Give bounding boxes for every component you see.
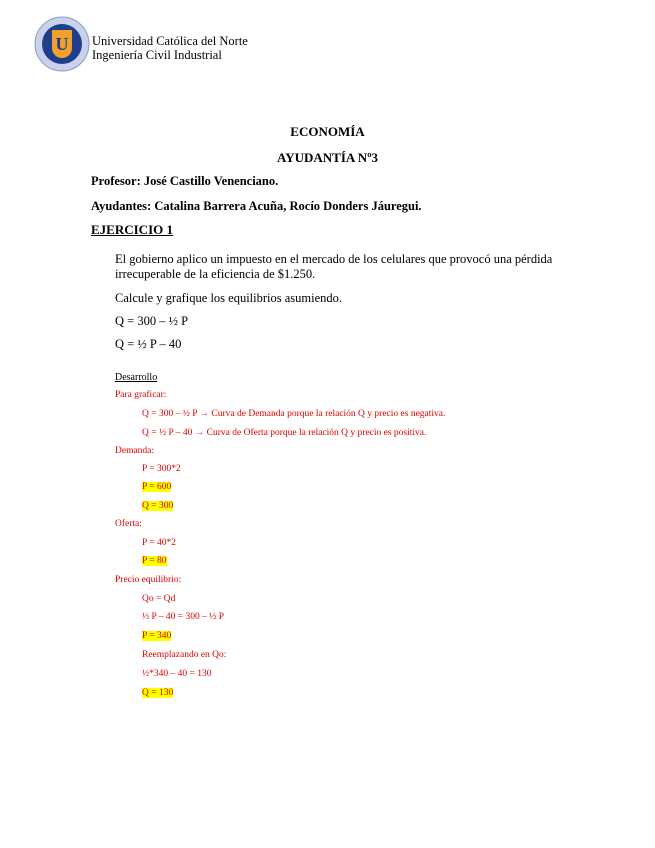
assistants-line: Ayudantes: Catalina Barrera Acuña, Rocío Donders Jáuregui. <box>91 199 422 213</box>
equation-demand: Q = 300 – ½ P <box>115 314 189 328</box>
solution-heading: Desarrollo <box>115 372 158 383</box>
page-title: ECONOMÍA <box>290 124 365 139</box>
demand-calc: P = 300*2 <box>142 464 181 474</box>
replace-label: Reemplazando en Qo: <box>142 650 227 660</box>
exercise-heading: EJERCICIO 1 <box>91 222 173 237</box>
graph-line-1: Q = 300 – ½ P → Curva de Demanda porque la relación Q y precio es negativa. <box>142 409 446 419</box>
professor-line: Profesor: José Castillo Venenciano. <box>91 174 279 188</box>
supply-calc: P = 40*2 <box>142 538 177 548</box>
equilibrium-condition: Qo = Qd <box>142 594 176 604</box>
equation-supply: Q = ½ P – 40 <box>115 337 182 351</box>
university-name: Universidad Católica del Norte <box>92 34 248 48</box>
instruction-line: Calcule y grafique los equilibrios asumiendo. <box>115 291 343 305</box>
university-logo <box>34 16 90 72</box>
statement-line-2: irrecuperable de la eficiencia de $1.250. <box>115 267 316 281</box>
equilibrium-label: Precio equilibrio: <box>115 575 182 585</box>
demand-price-result: P = 600 <box>142 482 172 492</box>
equilibrium-quantity-result: Q = 130 <box>142 688 174 698</box>
svg-text:U: U <box>55 34 69 54</box>
equilibrium-expression: ½ P – 40 = 300 – ½ P <box>142 612 225 622</box>
graph-label: Para graficar: <box>115 390 167 400</box>
equilibrium-price-result: P = 340 <box>142 631 172 641</box>
supply-price-result: P = 80 <box>142 556 167 566</box>
department-name: Ingeniería Civil Industrial <box>92 48 222 62</box>
demand-quantity-result: Q = 300 <box>142 501 174 511</box>
supply-label: Oferta: <box>115 519 142 529</box>
page-subtitle: AYUDANTÍA Nº3 <box>277 150 378 165</box>
replace-calc: ½*340 – 40 = 130 <box>142 669 212 679</box>
statement-line-1: El gobierno aplico un impuesto en el mercado de los celulares que provocó una pérdida <box>115 252 553 266</box>
graph-line-2: Q = ½ P – 40 → Curva de Oferta porque la relación Q y precio es positiva. <box>142 428 427 438</box>
demand-label: Demanda: <box>115 446 155 456</box>
